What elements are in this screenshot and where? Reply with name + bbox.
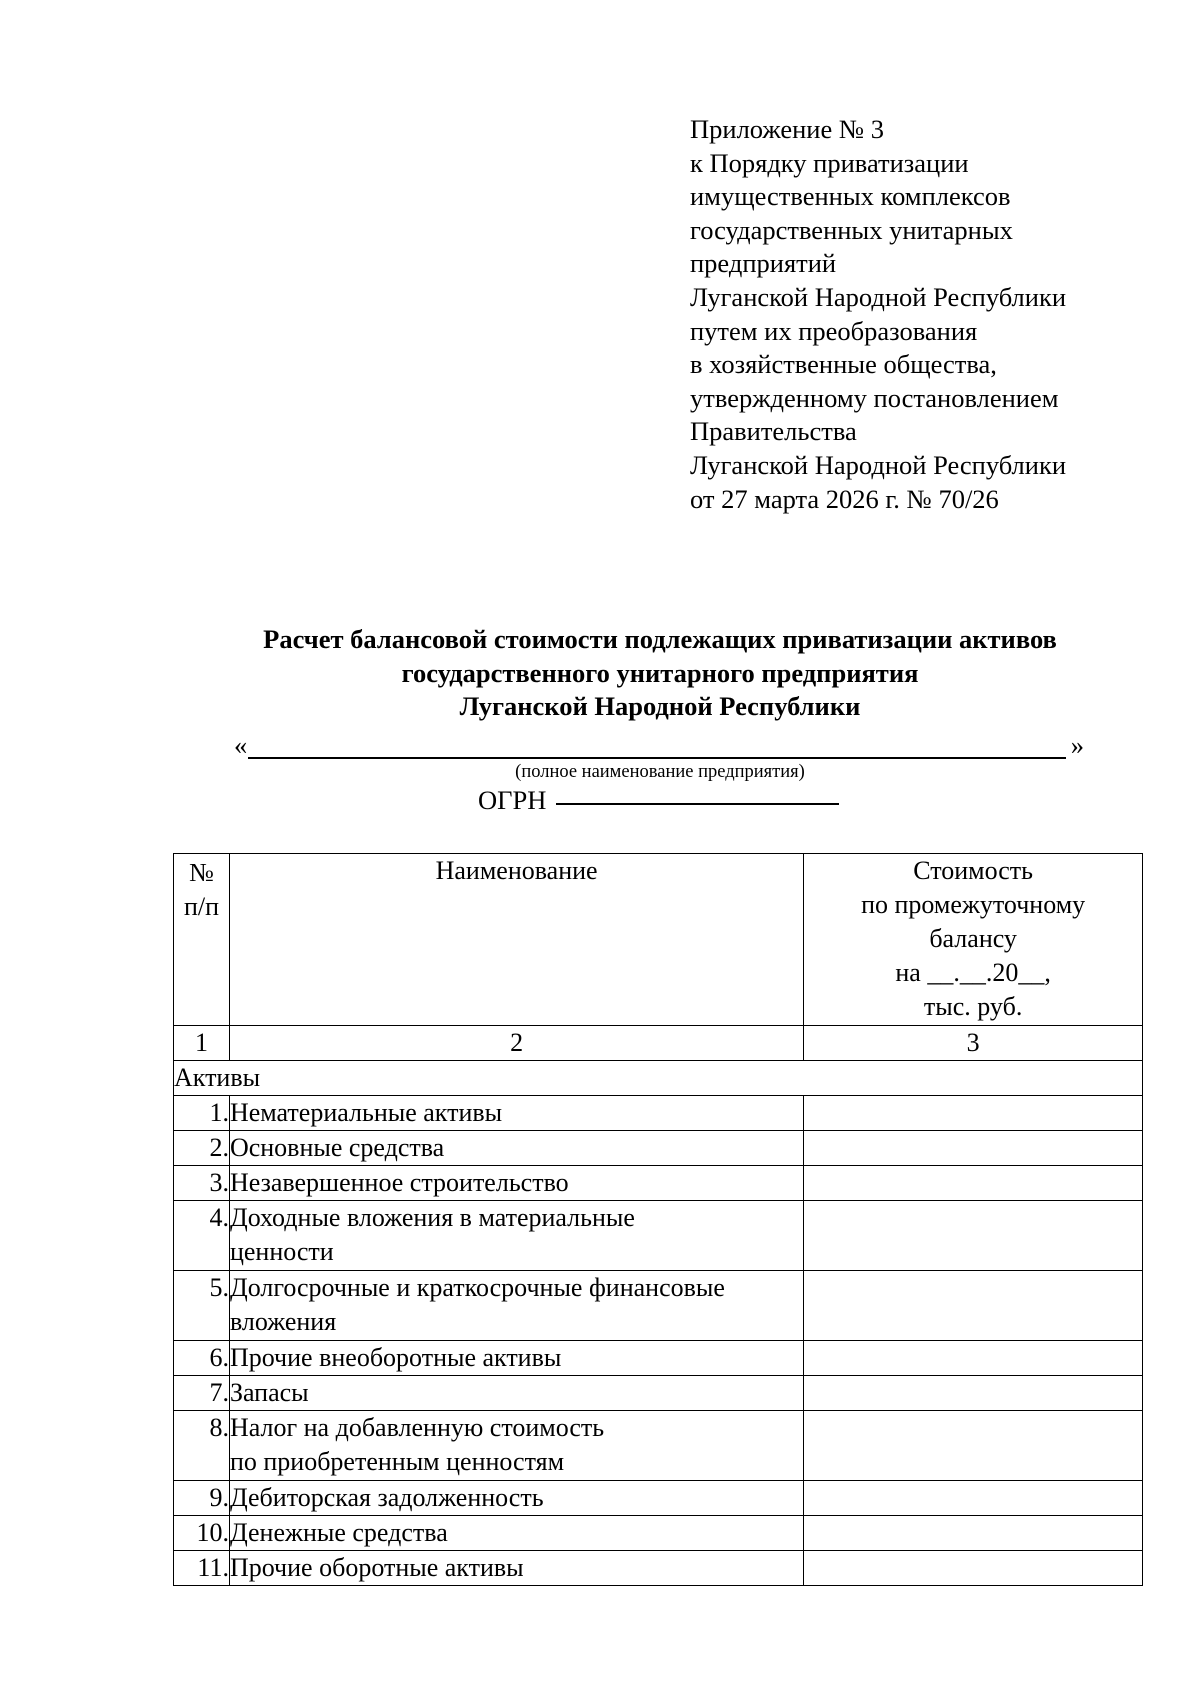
row-label-line: Основные средства: [229, 1133, 445, 1162]
appendix-line: утвержденному постановлением: [690, 382, 1059, 413]
enterprise-name-caption: (полное наименование предприятия): [515, 762, 805, 782]
enterprise-name-field: [234, 728, 1084, 762]
table-row: [174, 1341, 1143, 1376]
row-value-cell[interactable]: [804, 1166, 1143, 1201]
row-number: 2.: [174, 1131, 230, 1166]
header-value-line: балансу: [929, 924, 1017, 953]
header-number: [174, 854, 230, 1026]
appendix-line: предприятий: [690, 248, 837, 279]
table-row: [174, 1411, 1143, 1481]
row-label-line: Доходные вложения в материальные: [229, 1203, 635, 1232]
header-value-line: по промежуточному: [861, 890, 1086, 919]
row-value-cell[interactable]: [804, 1131, 1143, 1166]
column-index-row: [174, 1026, 1143, 1061]
row-label: [229, 1201, 803, 1271]
column-index: 1: [174, 1026, 230, 1061]
row-value-cell[interactable]: [804, 1411, 1143, 1481]
row-value-cell[interactable]: [804, 1551, 1143, 1586]
row-label-line: Незавершенное строительство: [229, 1168, 569, 1197]
row-value-cell[interactable]: [804, 1481, 1143, 1516]
row-label-line: Налог на добавленную стоимость: [229, 1413, 605, 1442]
row-label-line: по приобретенным ценностям: [229, 1447, 565, 1476]
row-label-line: Дебиторская задолженность: [229, 1483, 544, 1512]
row-label: [229, 1131, 803, 1166]
section-row: [174, 1061, 1143, 1096]
row-label-line: вложения: [229, 1307, 337, 1336]
open-quote: «: [234, 730, 248, 760]
row-number: 3.: [174, 1166, 230, 1201]
appendix-block: [690, 113, 1170, 516]
enterprise-name-underline: [248, 757, 1066, 759]
row-label: [229, 1481, 803, 1516]
row-value-cell[interactable]: [804, 1341, 1143, 1376]
row-number: 4.: [174, 1201, 230, 1271]
row-label-line: ценности: [229, 1237, 334, 1266]
row-number: 7.: [174, 1376, 230, 1411]
header-number-line: №: [189, 858, 214, 887]
appendix-line: к Порядку приватизации: [690, 147, 969, 178]
column-index: 3: [804, 1026, 1143, 1061]
header-name-label: Наименование: [435, 856, 598, 885]
row-number: 8.: [174, 1411, 230, 1481]
appendix-line: Правительства: [690, 416, 857, 447]
table-row: [174, 1271, 1143, 1341]
row-value-cell[interactable]: [804, 1271, 1143, 1341]
ogrn-underline: [556, 803, 839, 805]
header-value-line: тыс. руб.: [923, 992, 1023, 1021]
row-number: 10.: [174, 1516, 230, 1551]
row-label: [229, 1096, 803, 1131]
appendix-line: от 27 марта 2026 г. № 70/26: [690, 483, 999, 514]
table-row: [174, 1481, 1143, 1516]
row-label-line: Долгосрочные и краткосрочные финансовые: [229, 1273, 725, 1302]
appendix-line: в хозяйственные общества,: [690, 349, 997, 380]
row-label-line: Нематериальные активы: [229, 1098, 503, 1127]
appendix-line: имущественных комплексов: [690, 181, 1011, 212]
row-label: [229, 1411, 803, 1481]
row-label-line: Прочие внеоборотные активы: [229, 1343, 562, 1372]
row-number: 6.: [174, 1341, 230, 1376]
row-label: [229, 1341, 803, 1376]
table-row: [174, 1166, 1143, 1201]
title-line: государственного унитарного предприятия: [401, 657, 919, 688]
row-number: 5.: [174, 1271, 230, 1341]
assets-table: [173, 853, 1143, 1586]
row-value-cell[interactable]: [804, 1096, 1143, 1131]
ogrn-field: [478, 783, 839, 817]
table-row: [174, 1551, 1143, 1586]
table-header-row: [174, 854, 1143, 1026]
row-label: [229, 1516, 803, 1551]
row-label-line: Прочие оборотные активы: [229, 1553, 524, 1582]
row-label-line: Денежные средства: [229, 1518, 448, 1547]
table-row: [174, 1376, 1143, 1411]
header-value: [804, 854, 1143, 1026]
header-number-line: п/п: [183, 892, 219, 921]
row-number: 9.: [174, 1481, 230, 1516]
header-name: [229, 854, 803, 1026]
row-value-cell[interactable]: [804, 1376, 1143, 1411]
row-label: [229, 1166, 803, 1201]
header-value-line: Стоимость: [913, 856, 1034, 885]
ogrn-label: ОГРН: [478, 785, 547, 815]
column-index: 2: [229, 1026, 803, 1061]
close-quote: »: [1070, 730, 1084, 760]
appendix-line: Луганской Народной Республики: [690, 449, 1067, 480]
row-number: 1.: [174, 1096, 230, 1131]
title-line: Расчет балансовой стоимости подлежащих приватизации активов: [263, 624, 1057, 654]
row-value-cell[interactable]: [804, 1201, 1143, 1271]
table-row: [174, 1096, 1143, 1131]
title-line: Луганской Народной Республики: [459, 691, 861, 721]
row-label: [229, 1551, 803, 1586]
section-title: Активы: [174, 1061, 1143, 1096]
table-row: [174, 1201, 1143, 1271]
appendix-line: Приложение № 3: [690, 114, 885, 144]
document-title: [0, 623, 1200, 724]
row-label: [229, 1376, 803, 1411]
header-value-line: на __.__.20__,: [895, 958, 1051, 987]
appendix-line: путем их преобразования: [690, 315, 978, 346]
row-number: 11.: [174, 1551, 230, 1586]
appendix-line: государственных унитарных: [690, 214, 1013, 245]
row-label: [229, 1271, 803, 1341]
table-row: [174, 1131, 1143, 1166]
appendix-line: Луганской Народной Республики: [690, 281, 1067, 312]
table-row: [174, 1516, 1143, 1551]
row-value-cell[interactable]: [804, 1516, 1143, 1551]
row-label-line: Запасы: [229, 1378, 309, 1407]
